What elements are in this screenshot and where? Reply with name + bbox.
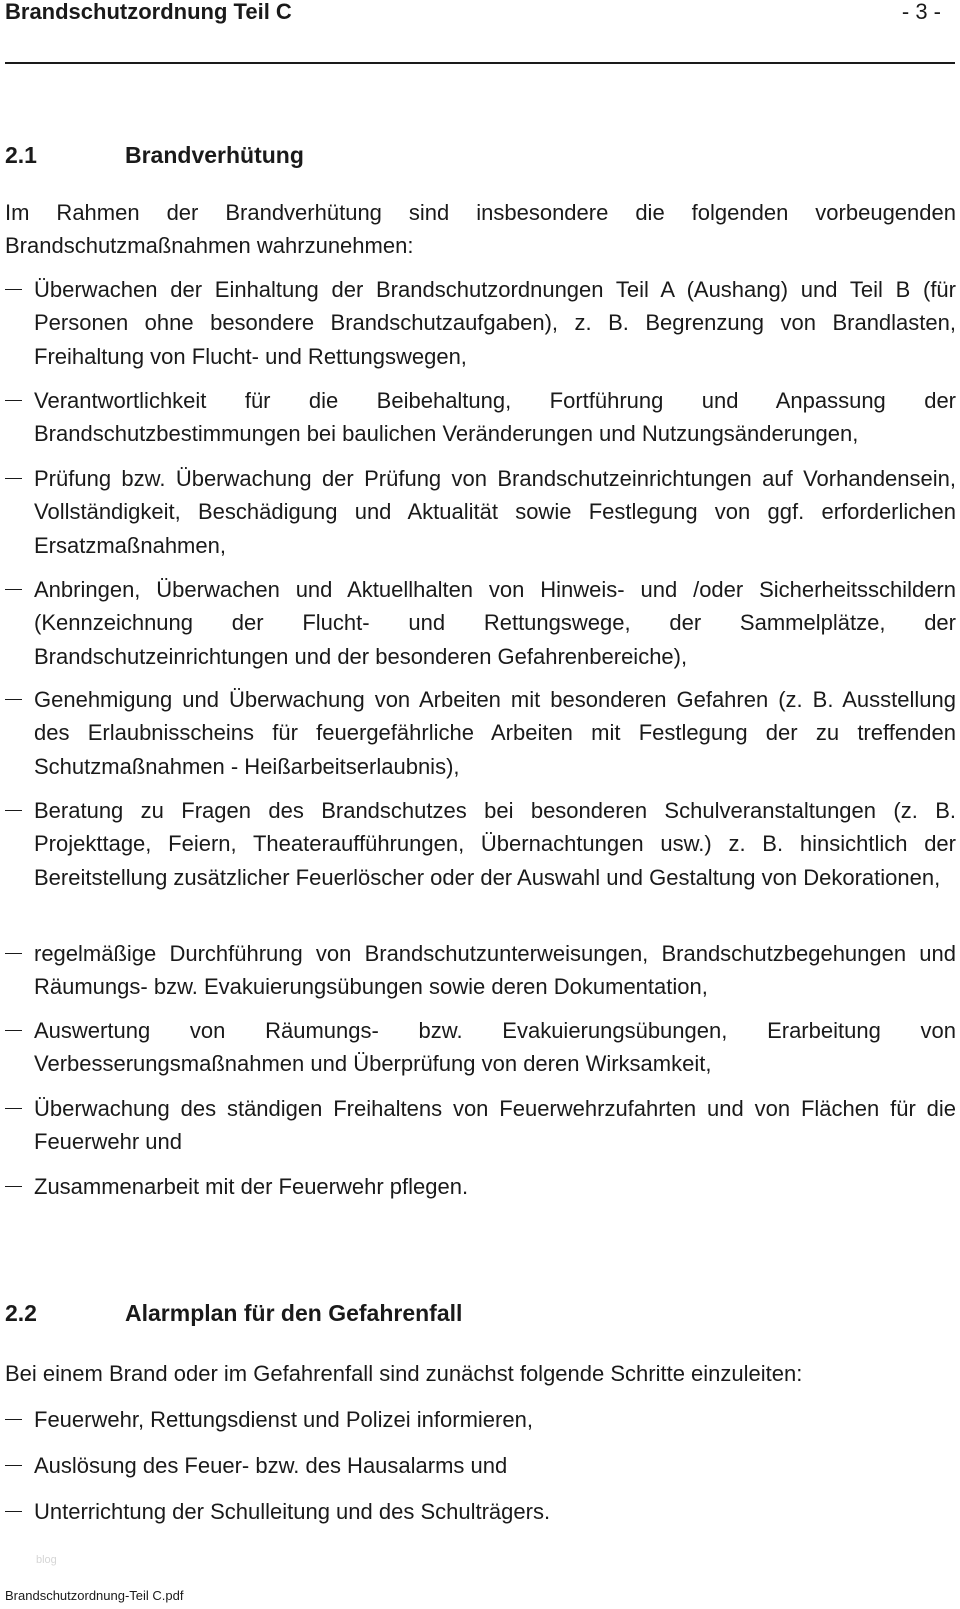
list-item [0,573,956,673]
list-item-text: Genehmigung und Überwachung von Arbeiten mit besonderen Gefahren (z. B. Ausstellung des Erlaubnisscheins für feuergefährliche Arbeiten mit Festlegung der zu treffenden Schutzmaßnahmen - Heißarbeitserlaubnis), [34,687,956,779]
list-item-text: Feuerwehr, Rettungsdienst und Polizei informieren, [34,1407,533,1432]
dash-bullet-icon [5,1030,22,1031]
list-item [0,1403,956,1436]
list-item-text: Prüfung bzw. Überwachung der Prüfung von Brandschutzeinrichtungen auf Vorhandensein, Vollständigkeit, Beschädigung und Aktualität sowie Festlegung von ggf. erforderlichen Ersatzmaßnahmen, [34,466,956,558]
list-item-text: Verantwortlichkeit für die Beibehaltung, Fortführung und Anpassung der Brandschutzbestimmungen bei baulichen Veränderungen und Nutzungsänderungen, [34,388,956,447]
dash-bullet-icon [5,478,22,479]
page-header [5,0,955,64]
list-item-text: regelmäßige Durchführung von Brandschutzunterweisungen, Brandschutzbegehungen und Räumungs- bzw. Evakuierungsübungen sowie deren Dokumentation, [34,941,956,1000]
section-number: 2.2 [5,1300,37,1326]
list-item-text: Auslösung des Feuer- bzw. des Hausalarms und [34,1453,508,1478]
dash-bullet-icon [5,1465,22,1466]
dash-bullet-icon [5,699,22,700]
footer-filename: Brandschutzordnung-Teil C.pdf [5,1588,184,1603]
dash-bullet-icon [5,1186,22,1187]
list-item [0,273,956,373]
document-title: Brandschutzordnung Teil C [5,0,292,24]
list-item [0,1495,956,1528]
dash-bullet-icon [5,953,22,954]
list-item-text: Überwachen der Einhaltung der Brandschutzordnungen Teil A (Aushang) und Teil B (für Personen ohne besondere Brandschutzaufgaben), z. B. Begrenzung von Brandlasten, Freihaltung von Flucht- und Rettungswegen, [34,277,956,369]
list-item [0,937,956,1004]
dash-bullet-icon [5,1511,22,1512]
section-heading-2-2 [5,1296,462,1330]
list-item [0,683,956,783]
list-item [0,794,956,894]
dash-bullet-icon [5,589,22,590]
dash-bullet-icon [5,400,22,401]
list-item [0,462,956,562]
dash-bullet-icon [5,1108,22,1109]
dash-bullet-icon [5,810,22,811]
section-title: Brandverhütung [125,142,304,168]
list-item-text: Auswertung von Räumungs- bzw. Evakuierungsübungen, Erarbeitung von Verbesserungsmaßnahmen und Überprüfung von deren Wirksamkeit, [34,1018,956,1077]
list-item [0,384,956,451]
list-item [0,1092,956,1159]
list-item-text: Unterrichtung der Schulleitung und des Schulträgers. [34,1499,551,1524]
dash-bullet-icon [5,1419,22,1420]
section-intro: Im Rahmen der Brandverhütung sind insbesondere die folgenden vorbeugenden Brandschutzmaßnahmen wahrzunehmen: [5,200,956,259]
list-item [0,1449,956,1482]
list-item-text: Beratung zu Fragen des Brandschutzes bei besonderen Schulveranstaltungen (z. B. Projekttage, Feiern, Theateraufführungen, Übernachtungen usw.) z. B. hinsichtlich der Bereitstellung zusätzlicher Feuerlöscher oder der Auswahl und Gestaltung von Dekorationen, [34,798,956,890]
page-number: - 3 - [901,0,941,24]
list-item-text: Zusammenarbeit mit der Feuerwehr pflegen. [34,1174,469,1199]
dash-bullet-icon [5,289,22,290]
list-item [0,1014,956,1081]
section-intro: Bei einem Brand oder im Gefahrenfall sind zunächst folgende Schritte einzuleiten: [5,1361,803,1386]
section-title: Alarmplan für den Gefahrenfall [125,1300,463,1326]
list-item-text: Überwachung des ständigen Freihaltens von Feuerwehrzufahrten und von Flächen für die Feuerwehr und [34,1096,956,1155]
list-item [0,1170,956,1203]
list-item-text: Anbringen, Überwachen und Aktuellhalten von Hinweis- und /oder Sicherheitsschildern (Kennzeichnung der Flucht- und Rettungswege, der Sammelplätze, der Brandschutzeinrichtungen und der besonderen Gefahrenbereiche), [34,577,956,669]
section-heading-2-1 [5,138,304,172]
section-number: 2.1 [5,142,37,168]
watermark: blog [36,1554,57,1566]
